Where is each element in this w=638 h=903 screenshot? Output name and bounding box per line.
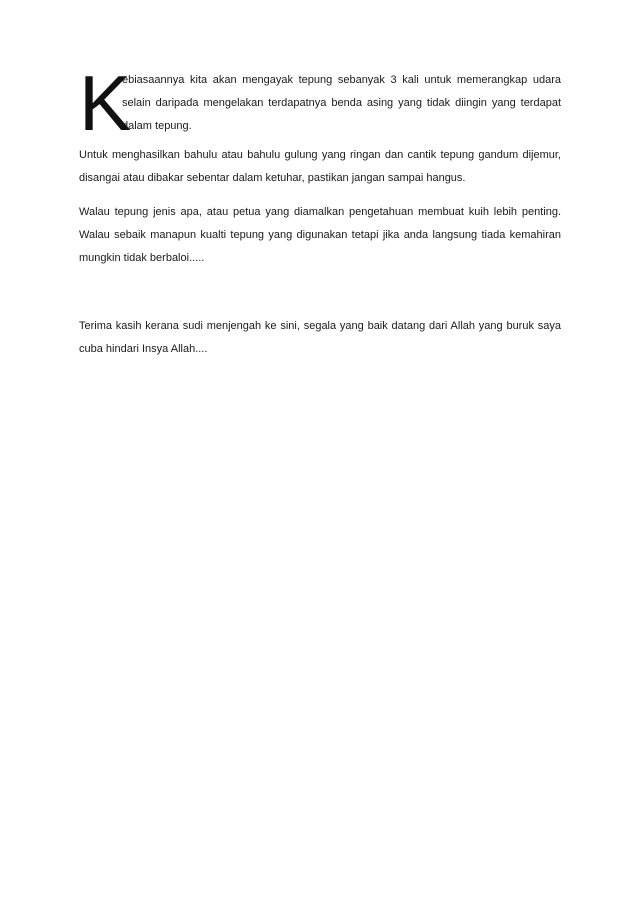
paragraph-closing: Terima kasih kerana sudi menjengah ke sini, segala yang baik datang dari Allah yang buruk saya cuba hindari Insya Allah.... xyxy=(79,320,561,355)
drop-cap-letter: K xyxy=(79,59,132,147)
document-body xyxy=(79,59,561,372)
intro-text: ebiasaannya kita akan mengayak tepung sebanyak 3 kali untuk memerangkap udara selain daripada mengelakan terdapatnya benda asing yang tidak diingin yang terdapat dalam tepung. xyxy=(122,74,561,132)
paragraph-gap xyxy=(79,281,561,315)
paragraph-tepung: Walau tepung jenis apa, atau petua yang diamalkan pengetahuan membuat kuih lebih penting. Walau sebaik manapun kualti tepung yang digunakan tetapi jika anda langsung tiada kemahiran mungkin tidak berbaloi..... xyxy=(79,206,561,264)
paragraph-bahulu: Untuk menghasilkan bahulu atau bahulu gulung yang ringan dan cantik tepung gandum dijemur, disangai atau dibakar sebentar dalam ketuhar, pastikan jangan sampai hangus. xyxy=(79,149,561,184)
intro-paragraph xyxy=(79,59,561,147)
